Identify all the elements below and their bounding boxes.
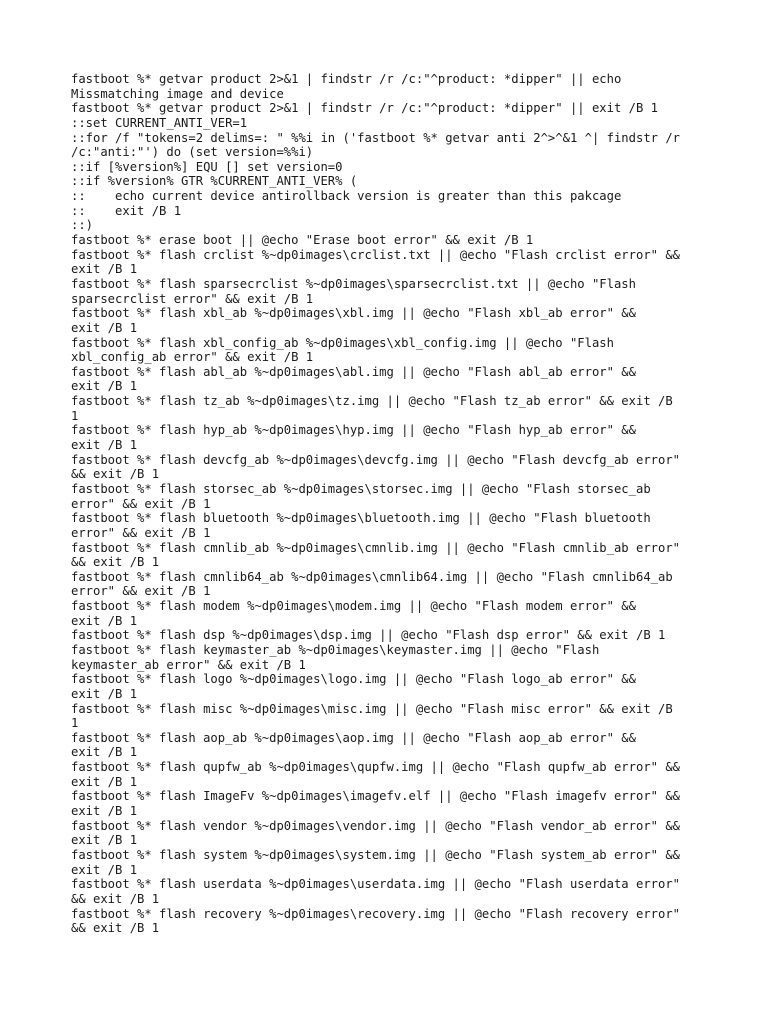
script-line: fastboot %* flash sparsecrclist %~dp0images\sparsecrclist.txt || @echo "Flash (71, 276, 636, 291)
script-line: error" && exit /B 1 (71, 584, 211, 599)
script-line: fastboot %* flash xbl_ab %~dp0images\xbl.img || @echo "Flash xbl_ab error" && (71, 306, 636, 321)
script-line: fastboot %* flash storsec_ab %~dp0images\storsec.img || @echo "Flash storsec_ab (71, 481, 651, 496)
script-line: 1 (71, 408, 79, 423)
script-line: fastboot %* flash abl_ab %~dp0images\abl.img || @echo "Flash abl_ab error" && (71, 364, 636, 379)
script-line: exit /B 1 (71, 613, 138, 628)
script-line: error" && exit /B 1 (71, 496, 211, 511)
script-line: error" && exit /B 1 (71, 525, 211, 540)
script-line: exit /B 1 (71, 745, 138, 760)
script-line: fastboot %* flash hyp_ab %~dp0images\hyp.img || @echo "Flash hyp_ab error" && (71, 423, 636, 438)
script-line: fastboot %* flash crclist %~dp0images\crclist.txt || @echo "Flash crclist error" && (71, 247, 681, 262)
script-line: fastboot %* flash logo %~dp0images\logo.img || @echo "Flash logo_ab error" && (71, 672, 636, 687)
script-line: fastboot %* getvar product 2>&1 | findstr /r /c:"^product: *dipper" || exit /B 1 (71, 101, 658, 116)
script-line: && exit /B 1 (71, 467, 160, 482)
script-line: fastboot %* flash userdata %~dp0images\userdata.img || @echo "Flash userdata error" (71, 877, 681, 892)
script-line: ::) (71, 218, 94, 233)
script-line: exit /B 1 (71, 862, 138, 877)
script-line: :: exit /B 1 (71, 203, 182, 218)
script-line: fastboot %* flash modem %~dp0images\modem.img || @echo "Flash modem error" && (71, 599, 636, 614)
script-line: fastboot %* erase boot || @echo "Erase boot error" && exit /B 1 (71, 233, 534, 248)
script-line: exit /B 1 (71, 686, 138, 701)
script-line: fastboot %* flash tz_ab %~dp0images\tz.img || @echo "Flash tz_ab error" && exit /B (71, 394, 673, 409)
script-line: fastboot %* getvar product 2>&1 | findstr /r /c:"^product: *dipper" || echo (71, 72, 622, 86)
script-line: fastboot %* flash recovery %~dp0images\recovery.img || @echo "Flash recovery error" (71, 906, 681, 921)
script-line: keymaster_ab error" && exit /B 1 (71, 657, 306, 672)
script-line: exit /B 1 (71, 804, 138, 819)
script-line: fastboot %* flash aop_ab %~dp0images\aop.img || @echo "Flash aop_ab error" && (71, 730, 636, 745)
script-line: :: echo current device antirollback version is greater than this pakcage (71, 189, 622, 204)
script-line: ::if [%version%] EQU [] set version=0 (71, 159, 343, 174)
script-line: fastboot %* flash misc %~dp0images\misc.img || @echo "Flash misc error" && exit /B (71, 701, 673, 716)
script-line: exit /B 1 (71, 438, 138, 453)
script-line: /c:"anti:"') do (set version=%%i) (71, 145, 314, 160)
script-document (71, 72, 711, 950)
script-line: fastboot %* flash dsp %~dp0images\dsp.img || @echo "Flash dsp error" && exit /B 1 (71, 628, 666, 643)
script-line: fastboot %* flash system %~dp0images\system.img || @echo "Flash system_ab error" && (71, 847, 681, 862)
script-line: && exit /B 1 (71, 921, 160, 936)
script-line: xbl_config_ab error" && exit /B 1 (71, 350, 314, 365)
script-line: exit /B 1 (71, 833, 138, 848)
script-line (71, 936, 711, 951)
script-line: Missmatching image and device (71, 86, 284, 101)
script-line: fastboot %* flash xbl_config_ab %~dp0images\xbl_config.img || @echo "Flash (71, 335, 614, 350)
script-line: fastboot %* flash bluetooth %~dp0images\bluetooth.img || @echo "Flash bluetooth (71, 511, 651, 526)
script-line: && exit /B 1 (71, 555, 160, 570)
script-line: exit /B 1 (71, 320, 138, 335)
script-line: sparsecrclist error" && exit /B 1 (71, 291, 314, 306)
script-line: fastboot %* flash vendor %~dp0images\vendor.img || @echo "Flash vendor_ab error" && (71, 818, 681, 833)
script-line: 1 (71, 716, 79, 731)
script-line: ::if %version% GTR %CURRENT_ANTI_VER% ( (71, 174, 358, 189)
script-line: fastboot %* flash cmnlib64_ab %~dp0images\cmnlib64.img || @echo "Flash cmnlib64_ab (71, 569, 673, 584)
script-line: exit /B 1 (71, 774, 138, 789)
script-line: fastboot %* flash cmnlib_ab %~dp0images\cmnlib.img || @echo "Flash cmnlib_ab error" (71, 540, 681, 555)
script-line: exit /B 1 (71, 379, 138, 394)
script-line: ::set CURRENT_ANTI_VER=1 (71, 115, 248, 130)
script-line: exit /B 1 (71, 262, 138, 277)
script-line: ::for /f "tokens=2 delims=: " %%i in ('fastboot %* getvar anti 2^>^&1 ^| findstr /r (71, 130, 681, 145)
script-line: fastboot %* flash devcfg_ab %~dp0images\devcfg.img || @echo "Flash devcfg_ab error" (71, 452, 681, 467)
script-line: fastboot %* flash ImageFv %~dp0images\imagefv.elf || @echo "Flash imagefv error" && (71, 789, 681, 804)
script-line: fastboot %* flash qupfw_ab %~dp0images\qupfw.img || @echo "Flash qupfw_ab error" && (71, 760, 681, 775)
script-line: fastboot %* flash keymaster_ab %~dp0images\keymaster.img || @echo "Flash (71, 642, 600, 657)
script-line: && exit /B 1 (71, 891, 160, 906)
